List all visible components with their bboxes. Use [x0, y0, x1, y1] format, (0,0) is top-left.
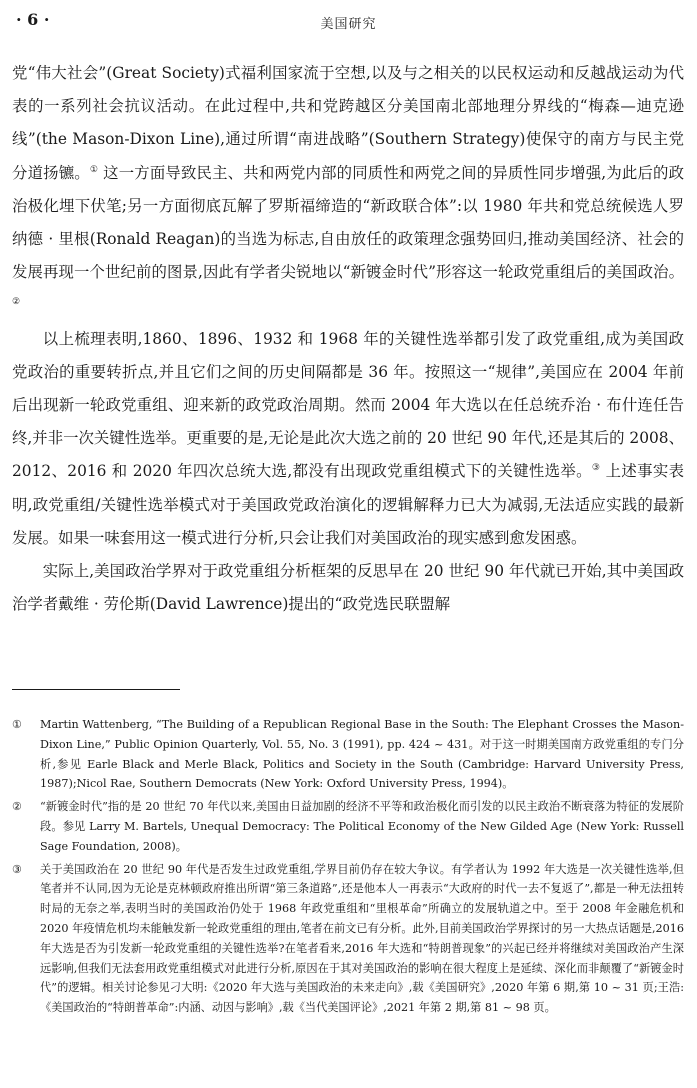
footnote-2: [12, 797, 684, 856]
paragraph-1-part-b: 这一方面导致民主、共和两党内部的同质性和两党之间的异质性同步增强,为此后的政治极化埋下伏笔;另一方面彻底瓦解了罗斯福缔造的“新政联合体”:以 1980 年共和党总统候选人罗纳德 · 里根(Ronald Reagan)的当选为标志,自由放任的政策理念强势回归,推动美国经济、社会的发展再现一个世纪前的图景,因此有学者尖锐地以“新镀金时代”形容这一轮政党重组后的美国政治。: [12, 163, 684, 282]
footnote-ref-3[interactable]: ③: [591, 463, 601, 474]
page-header: [0, 0, 697, 40]
paragraph-3: 实际上,美国政治学界对于政党重组分析框架的反思早在 20 世纪 90 年代就已开始,其中美国政治学者戴维 · 劳伦斯(David Lawrence)提出的“政党选民联盟解: [12, 562, 684, 614]
footnote-3: [12, 860, 684, 1018]
footnote-ref-1[interactable]: ①: [89, 164, 99, 175]
footnote-text: “新镀金时代”指的是 20 世纪 70 年代以来,美国由日益加剧的经济不平等和政治极化而引发的以民主政治不断衰落为特征的发展阶段。参见 Larry M. Bartels, Unequal Democracy: The Political Economy of the New Gilded Age (New York: Russell Sage Foundation, 2008)。: [40, 800, 684, 853]
running-title: 美国研究: [320, 17, 377, 32]
page-number: · 6 ·: [16, 10, 50, 29]
footnote-1: [12, 715, 684, 794]
body-text: [12, 57, 684, 621]
paragraph-2: [12, 323, 684, 555]
footnote-text: Martin Wattenberg, “The Building of a Republican Regional Base in the South: The Elephant Crosses the Mason-Dixon Line,” Public Opinion Quarterly, Vol. 55, No. 3 (1991), pp. 424 ~ 431。对于这一时期美国南方政党重组的专门分析,参见 Earle Black and Merle Black, Politics and Society in the South (Cambridge: Harvard University Press, 1987);Nicol Rae, Southern Democrats (New York: Oxford University Press, 1994)。: [40, 718, 684, 791]
footnote-mark: ②: [12, 800, 23, 814]
footnote-text: 关于美国政治在 20 世纪 90 年代是否发生过政党重组,学界目前仍存在较大争议。有学者认为 1992 年大选是一次关键性选举,但笔者并不认同,因为无论是克林顿政府推出所谓“第三条道路”,还是他本人一再表示“大政府的时代一去不复返了”,都是一种无法扭转时局的无奈之举,表明当时的美国政治仍处于 1968 年政党重组和“里根革命”所确立的发展轨道之中。至于 2008 年金融危机和 2020 年疫情危机均未能触发新一轮政党重组的理由,笔者在前文已有分析。此外,目前美国政治学界探讨的另一大热点话题是,2016 年大选是否为引发新一轮政党重组的关键性选举?在笔者看来,2016 年大选和“特朗普现象”的兴起已经并将继续对美国政治产生深远影响,但我们无法套用政党重组模式对此进行分析,原因在于其对美国政治的影响在很大程度上是延续、深化而非颠覆了“新镀金时代”的逻辑。相关讨论参见刁大明:《2020 年大选与美国政治的未来走向》,载《美国研究》,2020 年第 6 期,第 10 ~ 31 页;王浩:《美国政治的“特朗普革命”:内涵、动因与影响》,载《当代美国评论》,2021 年第 2 期,第 81 ~ 98 页。: [40, 862, 684, 1015]
paragraph-1: [12, 57, 684, 323]
footnote-divider: [12, 689, 180, 690]
footnote-ref-2[interactable]: ②: [12, 297, 21, 308]
paragraph-1-part-a: 党“伟大社会”(Great Society)式福利国家流于空想,以及与之相关的以民权运动和反越战运动为代表的一系列社会抗议活动。在此过程中,共和党跨越区分美国南北部地理分界线的“梅森—迪克逊线”(the Mason-Dixon Line),通过所谓“南进战略”(Southern Strategy)使保守的南方与民主党分道扬镳。: [12, 64, 684, 182]
paragraph-2-part-a: 以上梳理表明,1860、1896、1932 和 1968 年的关键性选举都引发了政党重组,成为美国政党政治的重要转折点,并且它们之间的历史间隔都是 36 年。按照这一“规律”,美国应在 2004 年前后出现新一轮政党重组、迎来新的政党政治周期。然而 2004 年大选以在任总统乔治 · 布什连任告终,并非一次关键性选举。更重要的是,无论是此次大选之前的 20 世纪 90 年代,还是其后的 2008、2012、2016 和 2020 年四次总统大选,都没有出现政党重组模式下的关键性选举。: [12, 329, 684, 481]
paragraph-2-part-b: 上述事实表明,政党重组/关键性选举模式对于美国政党政治演化的逻辑解释力已大为减弱,无法适应实践的最新发展。如果一味套用这一模式进行分析,只会让我们对美国政治的现实感到愈发困惑。: [12, 462, 684, 547]
footnote-mark: ①: [12, 718, 23, 731]
footnote-mark: ③: [12, 862, 23, 876]
footnotes: [12, 715, 684, 1021]
